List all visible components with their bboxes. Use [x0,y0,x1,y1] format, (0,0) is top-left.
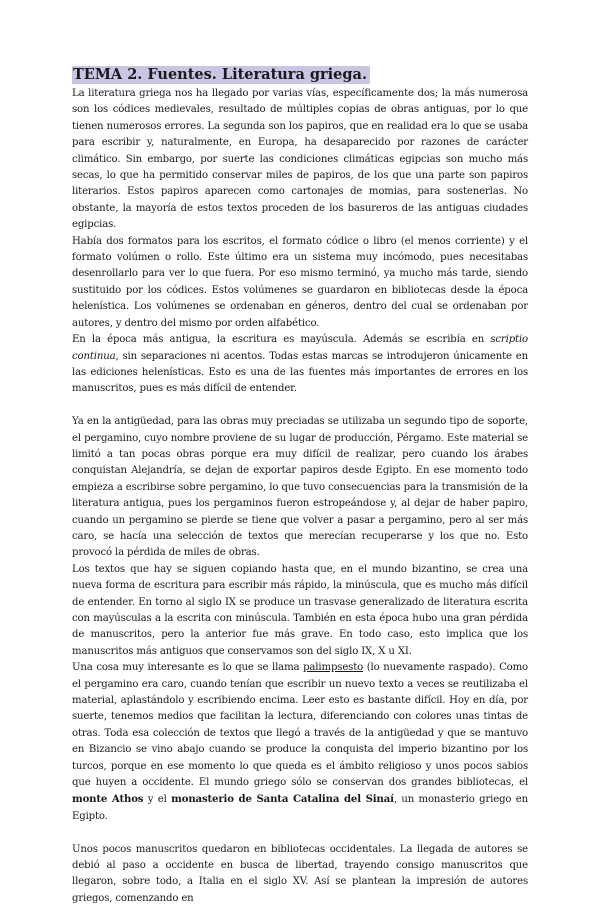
italic-term: scriptio continua [72,334,528,362]
paragraph-formats: Había dos formatos para los escritos, el formato códice o libro (el menos corriente) y el formato volúmen o rollo. Este último era un sistema muy incómodo, pues necesitabas desenrollarlo para ver lo que fuera. Por eso mismo terminó, ya mucho más tarde, siendo sustituido por los códices. Estos volúmenes se guardaron en bibliotecas desde la época helenística. Los volúmenes se ordenaban en géneros, dentro del cual se ordenaban por autores, y dentro del mismo por orden alfabético. [72,235,528,329]
text-run: , un monasterio griego en Egipto. [72,794,528,822]
paragraph-writing [72,332,528,398]
page-title: TEMA 2. Fuentes. Literatura griega. [72,66,370,84]
document-page [72,66,528,907]
paragraph-palimpsest [72,660,528,825]
paragraph-sources: La literatura griega nos ha llegado por varias vías, específicamente dos; la más numerosa son los códices medievales, resultado de múltiples copias de obras antiguas, por lo que tienen numerosos errores. La segunda son los papiros, que en realidad era lo que se usaba para escribir y, naturalmente, en Europa, ha desaparecido por razones de carácter climático. Sin embargo, por suerte las condiciones climáticas egipcias son mucho más secas, lo que ha permitido conservar miles de papiros, de los que una parte son papiros literarios. Estos papiros aparecen como cartonajes de momias, para sostenerlas. No obstante, la mayoría de estos textos proceden de los basureros de las antiguas ciudades egipcias. [72,88,528,231]
paragraph-minuscule: Los textos que hay se siguen copiando hasta que, en el mundo bizantino, se crea una nueva forma de escritura para escribir más rápido, la minúscula, que es mucho más difícil de entender. En torno al siglo IX se produce un trasvase generalizado de literatura escrita con mayúsculas a la escrita con minúscula. También en esta época hubo una gran pérdida de manuscritos, pero la anterior fue más grave. En todo caso, esto implica que los manuscritos más antiguos que conservamos son del siglo IX, X u XI. [72,563,528,657]
paragraph-gap [72,825,528,841]
bold-term: monte Athos [72,793,144,806]
text-run: Una cosa muy interesante es lo que se llama [72,662,304,674]
bold-term: monasterio de Santa Catalina del Sinaí [171,793,394,806]
paragraph-gap [72,398,528,414]
text-run: , sin separaciones ni acentos. Todas estas marcas se introdujeron únicamente en las ediciones helenísticas. Esto es una de las fuentes más importantes de errores en los manuscritos, pues es más difícil de entender. [72,350,528,395]
paragraph-parchment: Ya en la antigüedad, para las obras muy preciadas se utilizaba un segundo tipo de soporte, el pergamino, cuyo nombre proviene de su lugar de producción, Pérgamo. Este material se limitó a tan pocas obras porque era muy difícil de realizar, pero cuando los árabes conquistan Alejandría, se dejan de exportar papiros desde Egipto. En ese momento todo empieza a escribirse sobre pergamino, lo que tuvo consecuencias para la transmisión de la literatura antigua, pues los pergaminos fueron estropeándose y, al dejar de haber papiro, cuando un pergamino se pierde se tiene que volver a pasar a pergamino, pero al ser más caro, se hacía una selección de textos que merecían recuperarse y los que no. Esto provocó la pérdida de miles de obras. [72,416,528,559]
text-run: (lo nuevamente raspado). Como el pergamino era caro, cuando tenían que escribir un nuevo texto a veces se reutilizaba el material, aplastándolo y escribiendo encima. Leer esto es bastante difícil. Hoy en día, por suerte, tenemos medios que facilitan la lectura, diferenciando con colores unas tintas de otras. Toda esa colección de textos que llegó a través de la antigüedad y que se mantuvo en Bizancio se vino abajo cuando se produce la conquista del imperio bizantino por los turcos, porque en ese momento lo que queda es el ámbito religioso y unos pocos sabios que huyen a occidente. El mundo griego sólo se conservan dos grandes bibliotecas, el [72,662,529,789]
text-run: En la época más antigua, la escritura es mayúscula. Además se escribía en [72,334,491,346]
paragraph-manuscripts: Unos pocos manuscritos quedaron en bibliotecas occidentales. La llegada de autores se debió al paso a occidente en busca de libertad, trayendo consigo manuscritos que llegaron, sobre todo, a Italia en el siglo XV. Así se plantean la impresión de autores griegos, comenzando en [72,843,528,904]
text-run: y el [143,794,172,806]
underlined-term: palimpsesto [303,662,364,674]
